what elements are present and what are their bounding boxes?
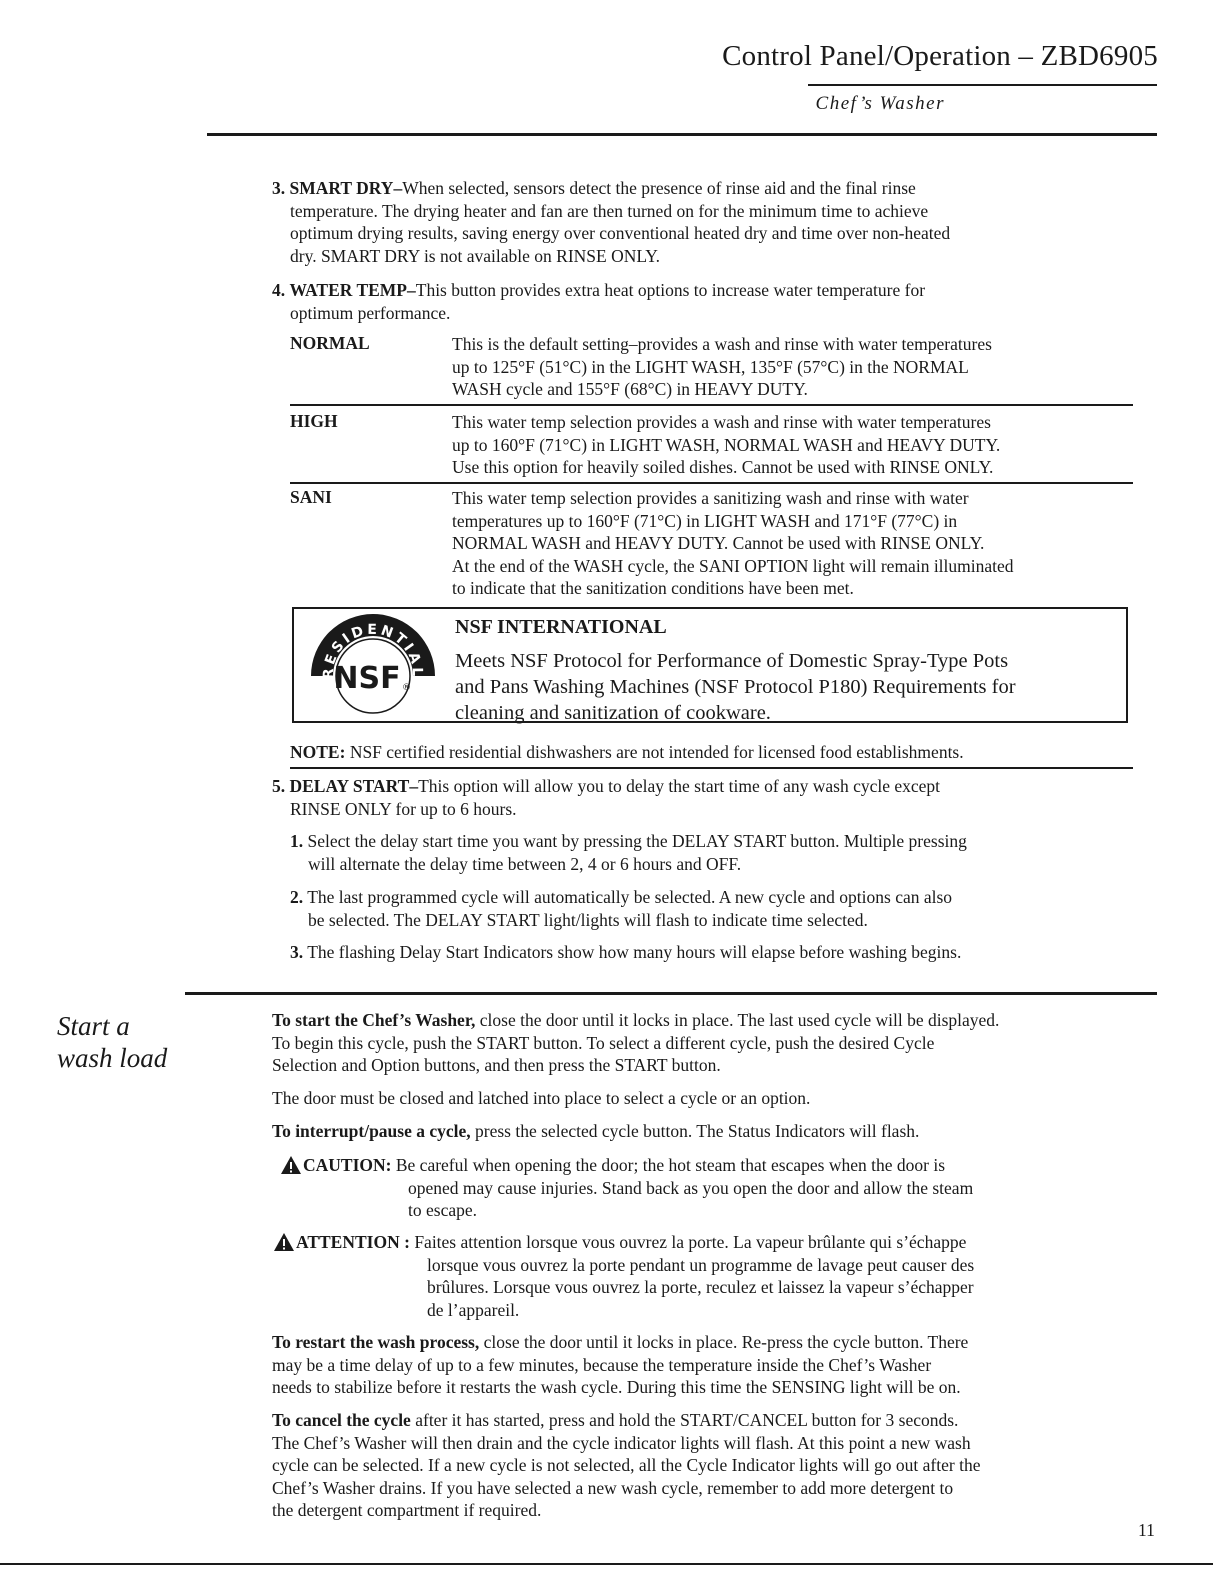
- section-heading-start-wash-load: [57, 1010, 227, 1074]
- water-temp-line: optimum performance.: [290, 302, 451, 323]
- restart-bold: To restart the wash process,: [272, 1332, 480, 1352]
- restart-line: may be a time delay of up to a few minutes, because the temperature inside the Chef’s Washer: [272, 1354, 932, 1375]
- page-subtitle: Chef’s Washer: [815, 93, 945, 114]
- start-line: Selection and Option buttons, and then press the START button.: [272, 1055, 721, 1075]
- attention-block: [296, 1231, 1156, 1321]
- delay-start-label: DELAY START–: [289, 776, 419, 796]
- temp-line: temperatures up to 160°F (71°C) in LIGHT WASH and 171°F (77°C) in: [452, 510, 958, 531]
- item-number: 3.: [272, 178, 286, 198]
- temp-line: WASH cycle and 155°F (68°C) in HEAVY DUTY.: [452, 379, 808, 399]
- restart-text: close the door until it locks in place. Re-press the cycle button. There: [483, 1332, 969, 1352]
- step-line: Select the delay start time you want by pressing the DELAY START button. Multiple pressing: [307, 831, 967, 851]
- door-note: The door must be closed and latched into place to select a cycle or an option.: [272, 1088, 811, 1108]
- cancel-paragraph: [272, 1409, 1157, 1522]
- smart-dry-line: temperature. The drying heater and fan are then turned on for the minimum time to achieve: [290, 200, 929, 221]
- start-bold: To start the Chef’s Washer,: [272, 1010, 476, 1030]
- interrupt-bold: To interrupt/pause a cycle,: [272, 1121, 471, 1141]
- nsf-line: cleaning and sanitization of cookware.: [455, 702, 771, 724]
- logo-arc-text: RESIDENTIAL: [320, 621, 426, 680]
- temp-line: Use this option for heavily soiled dishes. Cannot be used with RINSE ONLY.: [452, 457, 994, 477]
- temp-label: HIGH: [290, 411, 338, 431]
- cancel-bold: To cancel the cycle: [272, 1410, 411, 1430]
- caution-block: [303, 1154, 1153, 1222]
- nsf-residential-logo-icon: [303, 612, 443, 718]
- delay-start-first-line: [272, 775, 1142, 798]
- temp-line: NORMAL WASH and HEAVY DUTY. Cannot be used with RINSE ONLY.: [452, 533, 985, 553]
- warning-triangle-icon: [280, 1155, 302, 1175]
- smart-dry-label: SMART DRY–: [289, 178, 403, 198]
- attention-line: lorsque vous ouvrez la porte pendant un programme de lavage peut causer des: [427, 1254, 975, 1275]
- water-temp-label: WATER TEMP–: [289, 280, 416, 300]
- interrupt-text: press the selected cycle button. The Status Indicators will flash.: [475, 1121, 920, 1141]
- cancel-text: after it has started, press and hold the START/CANCEL button for 3 seconds.: [415, 1410, 959, 1430]
- step-number: 2.: [290, 887, 304, 907]
- delay-start-text: This option will allow you to delay the start time of any wash cycle except: [418, 776, 941, 796]
- delay-start-line: RINSE ONLY for up to 6 hours.: [290, 798, 517, 819]
- attention-label: ATTENTION :: [296, 1232, 410, 1252]
- cancel-line: the detergent compartment if required.: [272, 1500, 542, 1520]
- table-divider: [290, 404, 1133, 406]
- temp-line: up to 125°F (51°C) in the LIGHT WASH, 135°F (57°C) in the NORMAL: [452, 356, 969, 377]
- smart-dry-line: dry. SMART DRY is not available on RINSE ONLY.: [290, 245, 661, 266]
- nsf-line: Meets NSF Protocol for Performance of Domestic Spray-Type Pots: [455, 650, 1009, 672]
- water-temp-item: [272, 279, 1142, 324]
- nsf-line: and Pans Washing Machines (NSF Protocol P180) Requirements for: [455, 676, 1016, 698]
- step-line: will alternate the delay time between 2, 4 or 6 hours and OFF.: [308, 853, 742, 874]
- attention-line: brûlures. Lorsque vous ouvrez la porte, reculez et laissez la vapeur s’échapper: [427, 1277, 974, 1297]
- temp-line: to indicate that the sanitization conditions have been met.: [452, 578, 854, 598]
- warning-triangle-icon: [273, 1232, 295, 1252]
- temp-description: [452, 411, 1137, 479]
- caution-line: opened may cause injuries. Stand back as you open the door and allow the steam: [408, 1177, 974, 1198]
- note-rule: [290, 767, 1133, 769]
- bottom-edge-rule: [0, 1563, 1213, 1565]
- start-line: To begin this cycle, push the START button. To select a different cycle, push the desired Cycle: [272, 1032, 935, 1053]
- temp-line: This water temp selection provides a sanitizing wash and rinse with water: [452, 488, 969, 508]
- cancel-line: Chef’s Washer drains. If you have selected a new wash cycle, remember to add more detergent to: [272, 1477, 954, 1498]
- temp-description: [452, 487, 1137, 600]
- temp-line: At the end of the WASH cycle, the SANI OPTION light will remain illuminated: [452, 555, 1014, 576]
- step-line: be selected. The DELAY START light/lights will flash to indicate time selected.: [308, 909, 868, 930]
- step-number: 1.: [290, 831, 304, 851]
- page-title: Control Panel/Operation – ZBD6905: [722, 40, 1158, 72]
- registered-mark: ®: [402, 683, 411, 693]
- water-temp-text: This button provides extra heat options to increase water temperature for: [415, 280, 926, 300]
- caution-text: Be careful when opening the door; the hot steam that escapes when the door is: [395, 1155, 945, 1175]
- smart-dry-first-line: [272, 177, 1142, 200]
- header-rule-main: [207, 133, 1157, 136]
- item-number: 4.: [272, 280, 286, 300]
- delay-start-item: [272, 775, 1142, 820]
- logo-text: NSF: [333, 661, 401, 696]
- attention-text: Faites attention lorsque vous ouvrez la porte. La vapeur brûlante qui s’échappe: [414, 1232, 967, 1252]
- page-number: 11: [1138, 1520, 1155, 1540]
- header-rule-top: [808, 84, 1157, 86]
- item-number: 5.: [272, 776, 286, 796]
- note-label: NOTE:: [290, 742, 346, 762]
- heading-line: wash load: [57, 1043, 168, 1073]
- temp-line: This is the default setting–provides a wash and rinse with water temperatures: [452, 334, 992, 354]
- water-temp-first-line: [272, 279, 1142, 302]
- smart-dry-text: When selected, sensors detect the presence of rinse aid and the final rinse: [402, 178, 916, 198]
- smart-dry-item: [272, 177, 1142, 267]
- section-rule: [185, 992, 1157, 995]
- interrupt-paragraph: [272, 1120, 1152, 1143]
- step-line: The last programmed cycle will automatically be selected. A new cycle and options can also: [307, 887, 953, 907]
- restart-line: needs to stabilize before it restarts the wash cycle. During this time the SENSING light will be on.: [272, 1377, 961, 1397]
- restart-paragraph: [272, 1331, 1157, 1399]
- temp-label: SANI: [290, 487, 332, 507]
- caution-label: CAUTION:: [303, 1155, 392, 1175]
- temp-label: NORMAL: [290, 333, 370, 353]
- temp-line: up to 160°F (71°C) in LIGHT WASH, NORMAL WASH and HEAVY DUTY.: [452, 434, 1001, 455]
- delay-step: [290, 886, 1150, 931]
- nsf-title: NSF INTERNATIONAL: [455, 616, 667, 638]
- attention-line: de l’appareil.: [427, 1299, 520, 1320]
- smart-dry-line: optimum drying results, saving energy over conventional heated dry and time over non-heated: [290, 223, 951, 243]
- step-line: The flashing Delay Start Indicators show how many hours will elapse before washing begins.: [307, 942, 962, 962]
- heading-line: Start a: [57, 1011, 130, 1041]
- temp-description: [452, 333, 1137, 401]
- delay-step: [290, 941, 1150, 964]
- table-divider: [290, 482, 1133, 484]
- delay-step: [290, 830, 1150, 875]
- start-text: close the door until it locks in place. The last used cycle will be displayed.: [479, 1010, 1000, 1030]
- note-text: NSF certified residential dishwashers are not intended for licensed food establishments.: [349, 742, 964, 762]
- temp-line: This water temp selection provides a wash and rinse with water temperatures: [452, 412, 991, 432]
- caution-line: to escape.: [408, 1200, 477, 1220]
- nsf-text: [455, 648, 1115, 726]
- nsf-note: [290, 741, 1150, 764]
- cancel-line: The Chef’s Washer will then drain and the cycle indicator lights will flash. At this point a new wash: [272, 1432, 971, 1453]
- cancel-line: cycle can be selected. If a new cycle is not selected, all the Cycle Indicator lights will go out after the: [272, 1455, 981, 1475]
- start-paragraph: [272, 1009, 1152, 1077]
- step-number: 3.: [290, 942, 304, 962]
